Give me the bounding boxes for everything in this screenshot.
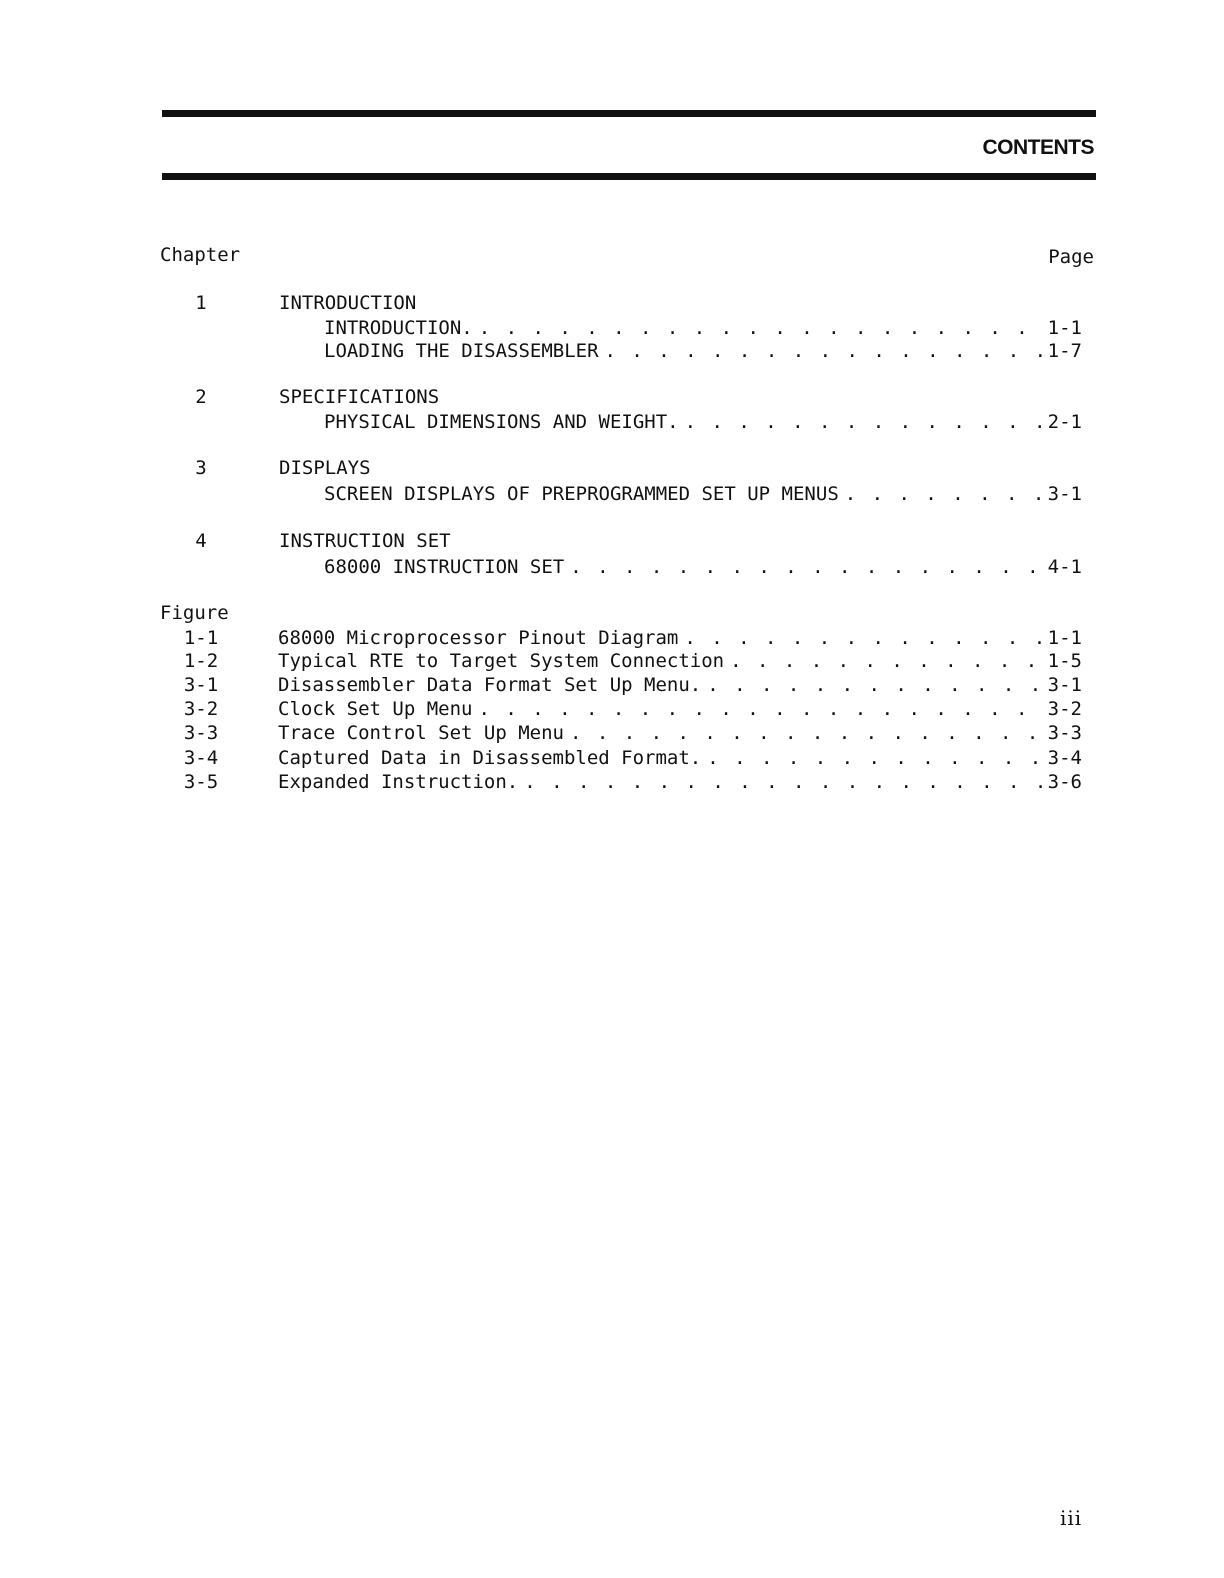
toc-entry-text: LOADING THE DISASSEMBLER [324, 340, 599, 362]
toc-entry-page: 3-1 [1047, 483, 1082, 505]
chapter-row [0, 456, 1224, 480]
figure-text: Captured Data in Disassembled Format. [278, 747, 702, 769]
page-title: CONTENTS [982, 136, 1094, 159]
toc-entry-page: 2-1 [1047, 411, 1082, 433]
figure-entry[interactable] [0, 626, 1224, 650]
toc-entry-page: 1-1 [1047, 317, 1082, 339]
toc-entry-text: INTRODUCTION. [324, 317, 473, 339]
figure-text: Trace Control Set Up Menu [278, 722, 564, 744]
dot-leader [701, 673, 1041, 697]
chapter-number: 3 [195, 457, 207, 479]
figure-number: 1-1 [183, 627, 219, 649]
toc-entry[interactable] [0, 482, 1224, 506]
toc-entry[interactable] [0, 316, 1224, 340]
chapter-title: INSTRUCTION SET [279, 530, 451, 552]
toc-entry[interactable] [0, 339, 1224, 363]
chapter-title: DISPLAYS [279, 457, 371, 479]
toc-entry-page: 1-7 [1047, 340, 1082, 362]
figure-number: 1-2 [183, 650, 219, 672]
figure-text: Disassembler Data Format Set Up Menu. [278, 674, 702, 696]
dot-leader [564, 555, 1041, 579]
dot-leader [518, 770, 1041, 794]
page-column-label: Page [1048, 246, 1094, 268]
figure-entry[interactable] [0, 746, 1224, 770]
chapter-title: INTRODUCTION [279, 292, 417, 314]
figure-number: 3-5 [183, 771, 219, 793]
page-number: iii [1060, 1506, 1083, 1530]
toc-entry-page: 4-1 [1047, 556, 1082, 578]
dot-leader [599, 339, 1042, 363]
figure-page: 1-1 [1047, 627, 1082, 649]
figure-text: Clock Set Up Menu [278, 698, 473, 720]
header-rule-bottom [162, 173, 1096, 180]
figure-entry[interactable] [0, 721, 1224, 745]
dot-leader [564, 721, 1042, 745]
toc-entry[interactable] [0, 410, 1224, 434]
figure-number: 3-4 [183, 747, 219, 769]
chapter-row [0, 529, 1224, 553]
chapter-title: SPECIFICATIONS [279, 386, 440, 408]
header-rule-top [162, 110, 1096, 117]
figure-column-label: Figure [160, 602, 229, 624]
chapter-number: 1 [195, 292, 207, 314]
figure-page: 1-5 [1047, 650, 1082, 672]
dot-leader [473, 316, 1042, 340]
figure-number: 3-2 [183, 698, 219, 720]
dot-leader [701, 746, 1041, 770]
figure-text: Typical RTE to Target System Connection [278, 650, 725, 672]
toc-entry-text: SCREEN DISPLAYS OF PREPROGRAMMED SET UP MENUS [324, 483, 839, 505]
dot-leader [472, 697, 1041, 721]
toc-entry[interactable] [0, 555, 1224, 579]
dot-leader [679, 410, 1042, 434]
chapter-number: 4 [195, 530, 207, 552]
figure-number: 3-3 [183, 722, 219, 744]
figure-entry[interactable] [0, 770, 1224, 794]
figure-page: 3-2 [1047, 698, 1082, 720]
figure-number: 3-1 [183, 674, 219, 696]
chapter-column-label: Chapter [160, 244, 241, 266]
figure-page: 3-6 [1047, 771, 1082, 793]
chapter-row [0, 291, 1224, 315]
figure-text: 68000 Microprocessor Pinout Diagram [278, 627, 679, 649]
dot-leader [839, 482, 1042, 506]
dot-leader [678, 626, 1041, 650]
figure-entry[interactable] [0, 673, 1224, 697]
figure-text: Expanded Instruction. [278, 771, 519, 793]
figure-page: 3-3 [1047, 722, 1082, 744]
figure-page: 3-1 [1047, 674, 1082, 696]
dot-leader [724, 649, 1042, 673]
chapter-row [0, 385, 1224, 409]
toc-entry-text: PHYSICAL DIMENSIONS AND WEIGHT. [324, 411, 679, 433]
chapter-number: 2 [195, 386, 207, 408]
toc-entry-text: 68000 INSTRUCTION SET [324, 556, 565, 578]
figure-entry[interactable] [0, 649, 1224, 673]
figure-page: 3-4 [1047, 747, 1082, 769]
figure-entry[interactable] [0, 697, 1224, 721]
